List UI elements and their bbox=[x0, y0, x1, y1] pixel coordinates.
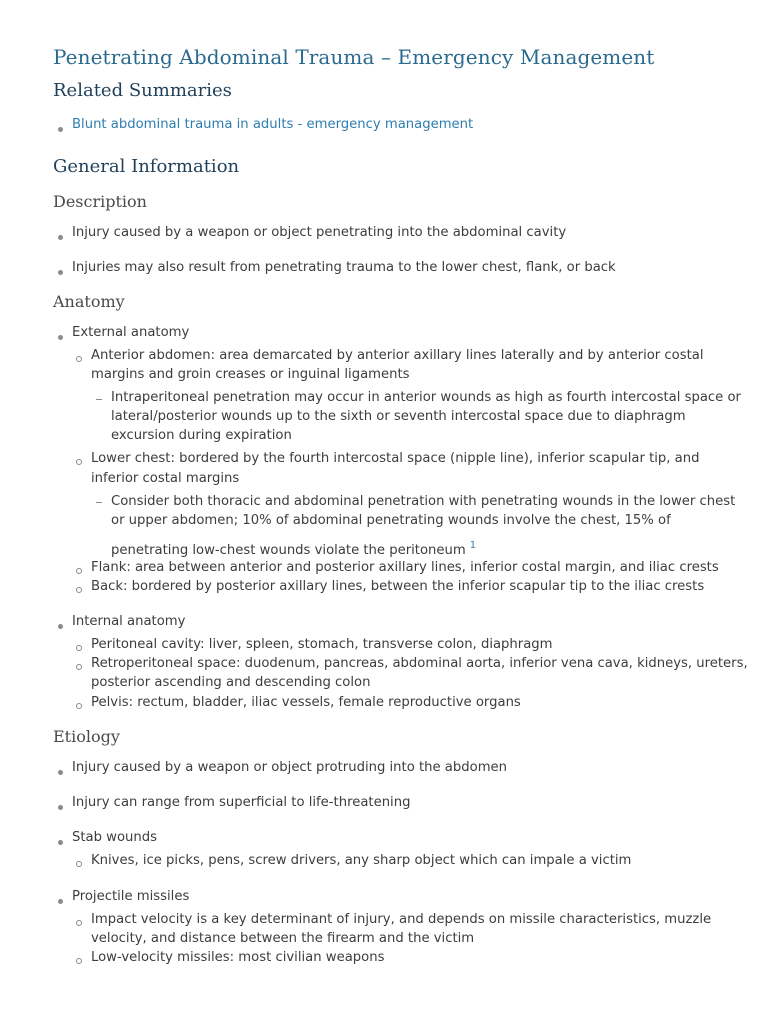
internal-anatomy-label: Internal anatomy bbox=[72, 614, 186, 629]
anterior-abdomen-line: Anterior abdomen: area demarcated by anterior axillary lines laterally and by anterior costal bbox=[91, 348, 704, 363]
back-line: Back: bordered by posterior axillary lines, between the inferior scapular tip to the iliac crests bbox=[91, 579, 705, 594]
peritoneal-cavity-line: Peritoneal cavity: liver, spleen, stomach, transverse colon, diaphragm bbox=[91, 637, 553, 652]
description-heading: Description bbox=[53, 192, 147, 211]
circle-bullet-icon bbox=[76, 861, 82, 867]
impact-velocity-line: velocity, and distance between the firearm and the victim bbox=[91, 931, 475, 946]
circle-bullet-icon bbox=[76, 920, 82, 926]
stab-wounds-line: Knives, ice picks, pens, screw drivers, any sharp object which can impale a victim bbox=[91, 853, 632, 868]
circle-bullet-icon bbox=[76, 703, 82, 709]
circle-bullet-icon bbox=[76, 587, 82, 593]
etiology-item: Injury caused by a weapon or object protruding into the abdomen bbox=[72, 760, 508, 775]
bullet-icon bbox=[58, 770, 63, 775]
circle-bullet-icon bbox=[76, 645, 82, 651]
dash-bullet-icon bbox=[96, 399, 102, 400]
circle-bullet-icon bbox=[76, 568, 82, 574]
lower-chest-line: inferior costal margins bbox=[91, 471, 240, 486]
thoracoabdominal-line: or upper abdomen; 10% of abdominal penetrating wounds involve the chest, 15% of bbox=[111, 513, 671, 528]
bullet-icon bbox=[58, 270, 63, 275]
circle-bullet-icon bbox=[76, 459, 82, 465]
circle-bullet-icon bbox=[76, 356, 82, 362]
bullet-icon bbox=[58, 127, 63, 132]
etiology-item: Injury can range from superficial to life-threatening bbox=[72, 795, 411, 810]
thoracoabdominal-line bbox=[111, 536, 476, 561]
bullet-icon bbox=[58, 235, 63, 240]
dash-bullet-icon bbox=[96, 502, 102, 503]
low-velocity-line: Low-velocity missiles: most civilian weapons bbox=[91, 950, 385, 965]
retroperitoneal-line: Retroperitoneal space: duodenum, pancreas, abdominal aorta, inferior vena cava, kidneys, ureters, bbox=[91, 656, 748, 671]
stab-wounds-label: Stab wounds bbox=[72, 830, 157, 845]
general-information-heading: General Information bbox=[53, 156, 240, 177]
bullet-icon bbox=[58, 335, 63, 340]
related-link-blunt-trauma[interactable]: Blunt abdominal trauma in adults - emergency management bbox=[72, 117, 474, 132]
intraperitoneal-line: lateral/posterior wounds up to the sixth or seventh intercostal space due to diaphragm bbox=[111, 409, 686, 424]
description-item: Injuries may also result from penetrating trauma to the lower chest, flank, or back bbox=[72, 260, 616, 275]
circle-bullet-icon bbox=[76, 664, 82, 670]
peritoneum-text: penetrating low-chest wounds violate the peritoneum bbox=[111, 543, 466, 558]
page-title: Penetrating Abdominal Trauma – Emergency Management bbox=[53, 45, 655, 69]
projectile-missiles-label: Projectile missiles bbox=[72, 889, 190, 904]
circle-bullet-icon bbox=[76, 958, 82, 964]
impact-velocity-line: Impact velocity is a key determinant of injury, and depends on missile characteristics, muzzle bbox=[91, 912, 712, 927]
intraperitoneal-line: excursion during expiration bbox=[111, 428, 292, 443]
bullet-icon bbox=[58, 805, 63, 810]
retroperitoneal-line: posterior ascending and descending colon bbox=[91, 675, 371, 690]
bullet-icon bbox=[58, 840, 63, 845]
intraperitoneal-line: Intraperitoneal penetration may occur in anterior wounds as high as fourth intercostal space or bbox=[111, 390, 741, 405]
related-summaries-heading: Related Summaries bbox=[53, 80, 232, 101]
bullet-icon bbox=[58, 899, 63, 904]
anterior-abdomen-line: margins and groin creases or inguinal ligaments bbox=[91, 367, 410, 382]
description-item: Injury caused by a weapon or object penetrating into the abdominal cavity bbox=[72, 225, 567, 240]
etiology-heading: Etiology bbox=[53, 727, 120, 746]
external-anatomy-label: External anatomy bbox=[72, 325, 190, 340]
pelvis-line: Pelvis: rectum, bladder, iliac vessels, female reproductive organs bbox=[91, 695, 521, 710]
reference-link[interactable]: 1 bbox=[469, 540, 477, 551]
thoracoabdominal-line: Consider both thoracic and abdominal penetration with penetrating wounds in the lower chest bbox=[111, 494, 736, 509]
anatomy-heading: Anatomy bbox=[53, 292, 125, 311]
lower-chest-line: Lower chest: bordered by the fourth intercostal space (nipple line), inferior scapular tip, and bbox=[91, 451, 700, 466]
bullet-icon bbox=[58, 624, 63, 629]
flank-line: Flank: area between anterior and posterior axillary lines, inferior costal margin, and iliac crests bbox=[91, 560, 719, 575]
